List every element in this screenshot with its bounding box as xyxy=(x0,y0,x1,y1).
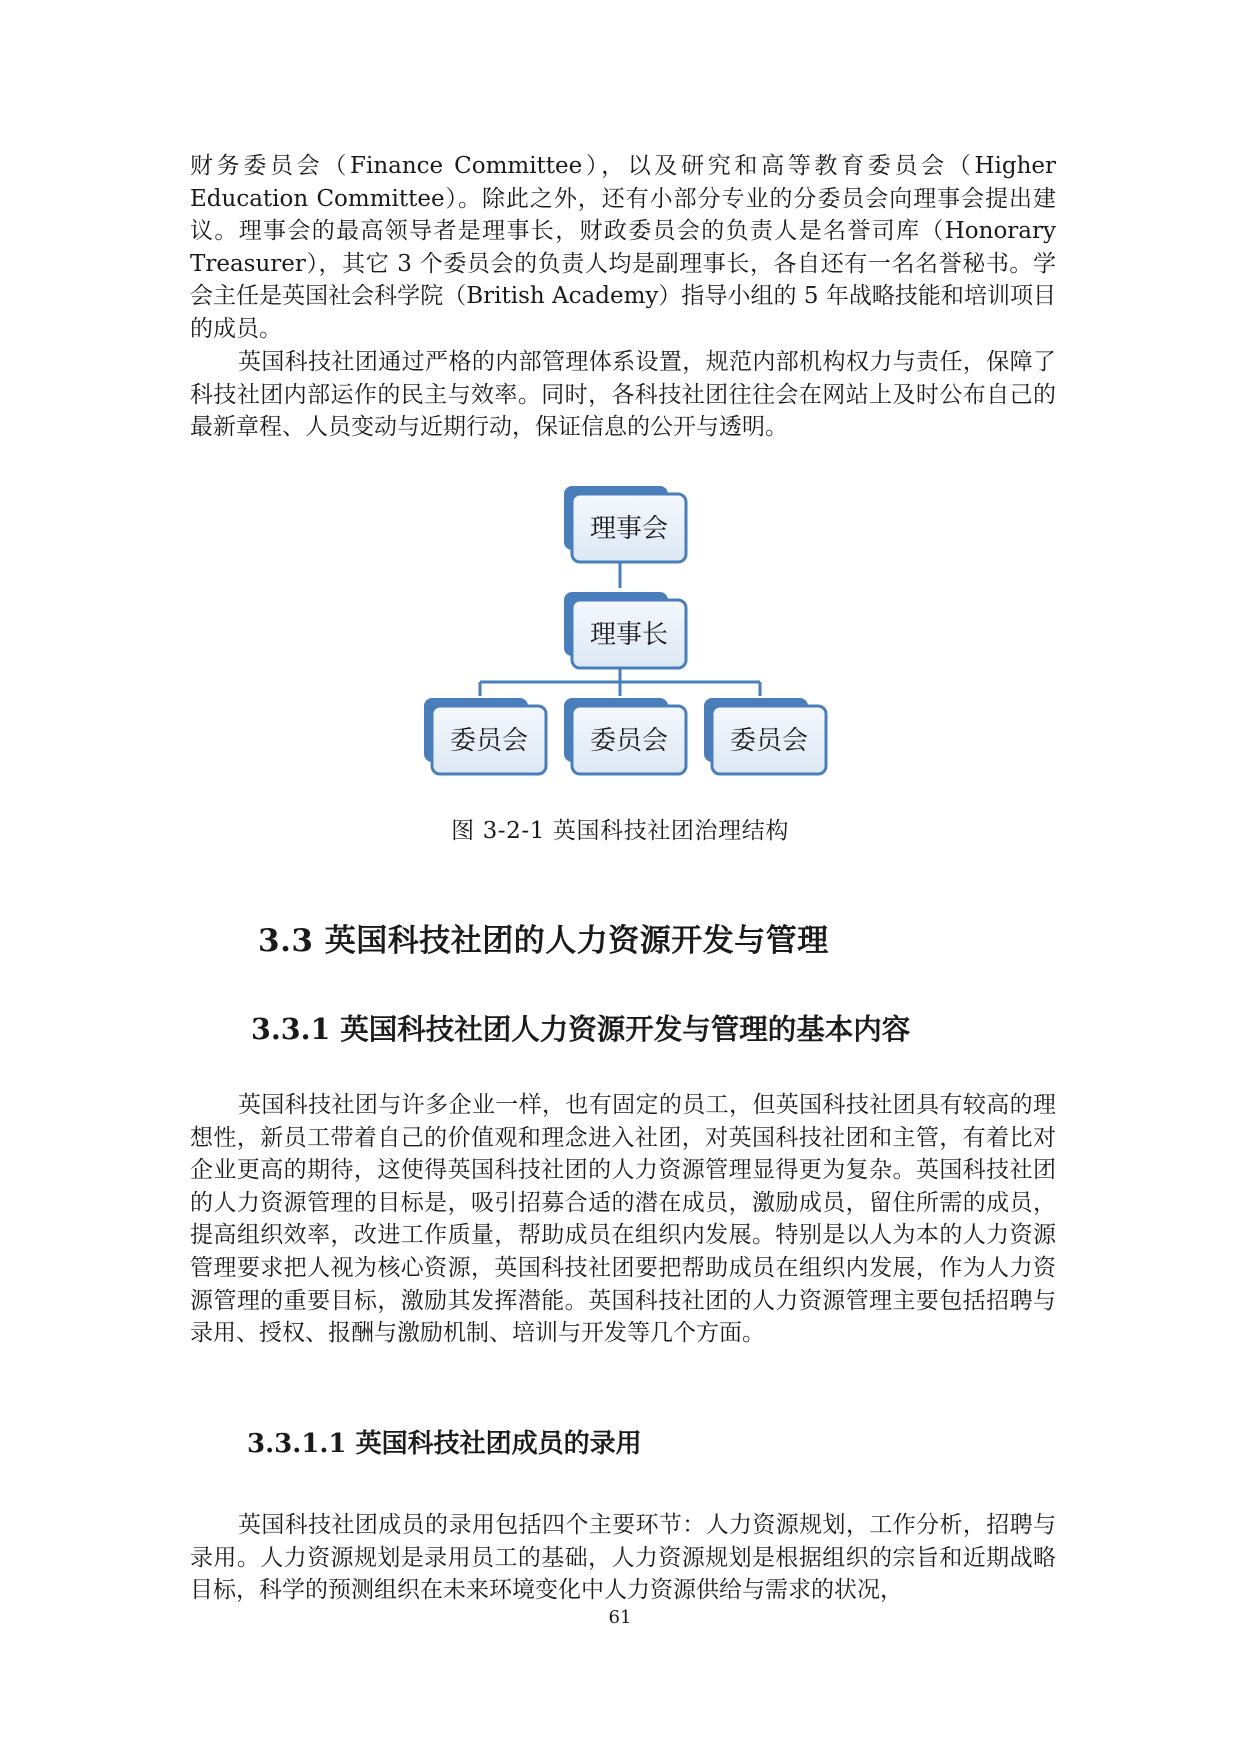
paragraph-recruitment xyxy=(190,1509,1056,1607)
org-node-committee-3 xyxy=(704,698,826,774)
paragraph-governance-committees xyxy=(190,150,1056,346)
org-node-label: 委员会 xyxy=(589,726,669,756)
org-node-committee-2 xyxy=(564,698,686,774)
org-node-committee-1 xyxy=(424,698,546,774)
paragraph-text: 财务委员会（Finance Committee），以及研究和高等教育委员会（Higher Education Committee）。除此之外，还有小部分专业的分委员会向理事会提出建议。理事会的最高领导者是理事长，财政委员会的负责人是名誉司库（Honorary Treasurer），其它 3 个委员会的负责人均是副理事长，各自还有一名名誉秘书。学会主任是英国社会科学院（British Academy）指导小组的 5 年战略技能和培训项目的成员。 xyxy=(190,153,1056,342)
paragraph-text: 英国科技社团与许多企业一样，也有固定的员工，但英国科技社团具有较高的理想性，新员工带着自己的价值观和理念进入社团，对英国科技社团和主管，有着比对企业更高的期待，这使得英国科技社团的人力资源管理显得更为复杂。英国科技社团的人力资源管理的目标是，吸引招募合适的潜在成员，激励成员，留住所需的成员，提高组织效率，改进工作质量，帮助成员在组织内发展。特别是以人为本的人力资源管理要求把人视为核心资源，英国科技社团要把帮助成员在组织内发展，作为人力资源管理的重要目标，激励其发挥潜能。英国科技社团的人力资源管理主要包括招聘与录用、授权、报酬与激励机制、培训与开发等几个方面。 xyxy=(190,1092,1056,1347)
subsection-heading: 3.3.1 英国科技社团人力资源开发与管理的基本内容 xyxy=(251,1012,911,1046)
org-node-label: 委员会 xyxy=(449,726,529,756)
org-chart-diagram xyxy=(410,478,830,788)
figure-caption: 图 3-2-1 英国科技社团治理结构 xyxy=(451,818,789,844)
paragraph-text: 英国科技社团通过严格的内部管理体系设置，规范内部机构权力与责任，保障了科技社团内部运作的民主与效率。同时，各科技社团往往会在网站上及时公布自己的最新章程、人员变动与近期行动，保证信息的公开与透明。 xyxy=(190,349,1056,441)
org-node-label: 委员会 xyxy=(729,726,809,756)
paragraph-hr-basics xyxy=(190,1089,1056,1350)
subsubsection-heading: 3.3.1.1 英国科技社团成员的录用 xyxy=(247,1429,642,1459)
section-heading: 3.3 英国科技社团的人力资源开发与管理 xyxy=(258,923,829,959)
org-node-label: 理事会 xyxy=(589,514,669,544)
org-node-chairman xyxy=(564,592,686,668)
org-node-label: 理事长 xyxy=(589,620,669,650)
paragraph-internal-management xyxy=(190,346,1056,444)
paragraph-text: 英国科技社团成员的录用包括四个主要环节：人力资源规划，工作分析，招聘与录用。人力资源规划是录用员工的基础，人力资源规划是根据组织的宗旨和近期战略目标，科学的预测组织在未来环境变化中人力资源供给与需求的状况， xyxy=(190,1512,1056,1604)
page-number: 61 xyxy=(608,1607,632,1628)
org-node-council xyxy=(564,486,686,562)
